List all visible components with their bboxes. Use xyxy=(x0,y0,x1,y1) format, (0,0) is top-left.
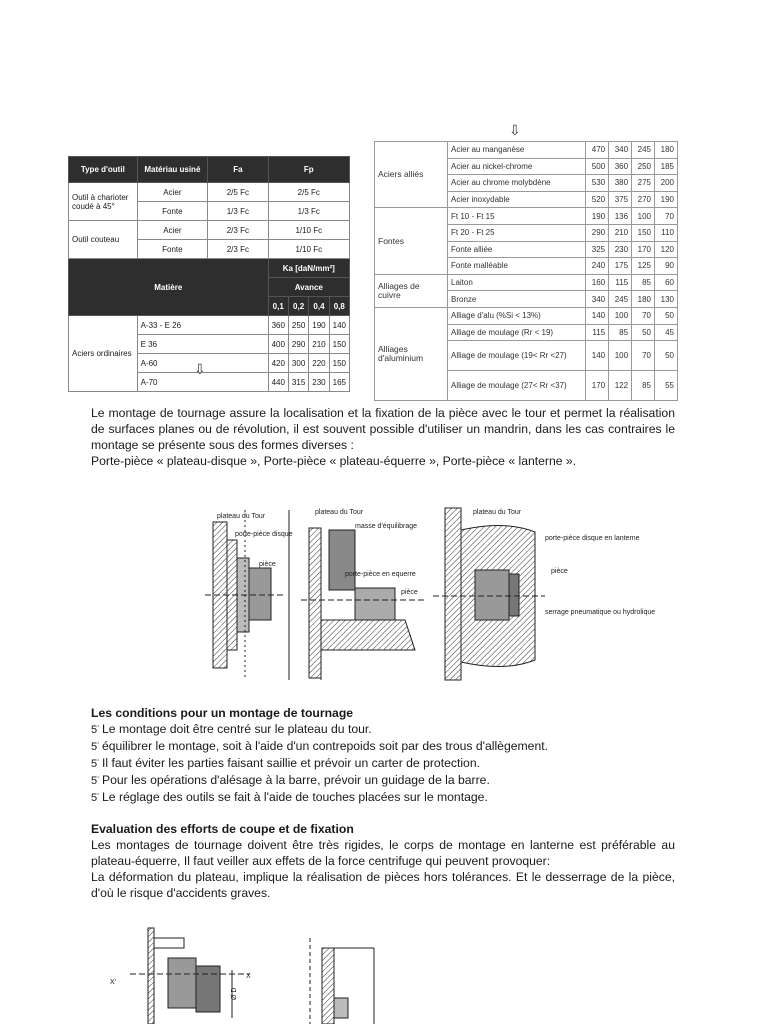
ka-material: A-33 - E 26 xyxy=(137,316,268,335)
ka-value: 100 xyxy=(609,341,632,371)
group-name: Fontes xyxy=(375,208,448,274)
group-name: Alliages d'aluminium xyxy=(375,307,448,400)
ka-value: 70 xyxy=(632,307,655,324)
ka-value: 115 xyxy=(609,274,632,291)
tool-name: Outil couteau xyxy=(69,221,138,259)
ka-value: 270 xyxy=(632,191,655,208)
ka-value: 100 xyxy=(609,307,632,324)
ka-value: 110 xyxy=(655,224,678,241)
ka-value: 165 xyxy=(329,373,349,392)
evaluation-paragraph-1: Les montages de tournage doivent être très rigides, le corps de montage en lanterne est préférable au plateau-équerre, Il faut veiller aux effets de la force centrifuge qui peuvent provoquer: xyxy=(91,838,675,868)
ka-value: 170 xyxy=(632,241,655,258)
ka-value: 150 xyxy=(329,335,349,354)
ka-value: 190 xyxy=(655,191,678,208)
ka-value: 115 xyxy=(586,324,609,341)
fp-value: 2/5 Fc xyxy=(268,183,349,202)
bullet-icon: 5̈ xyxy=(91,775,98,787)
ka-value: 180 xyxy=(632,291,655,308)
ka-value: 140 xyxy=(586,307,609,324)
ka-value: 210 xyxy=(309,335,329,354)
avance-value: 0,4 xyxy=(309,297,329,316)
col-fa: Fa xyxy=(208,157,268,183)
fa-value: 2/3 Fc xyxy=(208,221,268,240)
down-arrow-icon: ⇩ xyxy=(194,362,206,378)
ka-value: 140 xyxy=(329,316,349,335)
bullet-icon: 5̈ xyxy=(91,724,98,736)
ka-value: 360 xyxy=(268,316,288,335)
fixture-types-figure xyxy=(205,500,656,690)
ka-value: 290 xyxy=(288,335,308,354)
ka-value: 50 xyxy=(632,324,655,341)
fixture-drawing-right xyxy=(310,938,374,1024)
matiere-label: Matière xyxy=(69,278,269,297)
ka-value: 375 xyxy=(609,191,632,208)
ka-material: A-70 xyxy=(137,373,268,392)
ka-value: 200 xyxy=(655,175,678,192)
plateau-equerre-drawing xyxy=(301,528,425,680)
material-name: Ft 10 - Ft 15 xyxy=(448,208,586,225)
label-masse-equilibrage: masse d'équilibrage xyxy=(355,523,418,530)
ka-value: 85 xyxy=(632,371,655,401)
material-name: Bronze xyxy=(448,291,586,308)
ka-value: 315 xyxy=(288,373,308,392)
avance-value: 0,8 xyxy=(329,297,349,316)
material: Acier xyxy=(137,183,208,202)
axis-label-x-prime: X' xyxy=(110,979,117,986)
fp-value: 1/3 Fc xyxy=(268,202,349,221)
fa-value: 1/3 Fc xyxy=(208,202,268,221)
label-plateau-tour-3: plateau du Tour xyxy=(473,509,522,516)
fixture-types-line: Porte-pièce « plateau-disque », Porte-pièce « plateau-équerre », Porte-pièce « lanterne ». xyxy=(91,454,577,468)
down-arrow-icon: ⇩ xyxy=(509,123,521,139)
material-name: Alliage d'alu (%Si < 13%) xyxy=(448,307,586,324)
material-name: Acier inoxydable xyxy=(448,191,586,208)
ka-value: 380 xyxy=(609,175,632,192)
col-tool-type: Type d'outil xyxy=(69,157,138,183)
intro-section xyxy=(91,405,675,469)
ka-value: 340 xyxy=(586,291,609,308)
label-porte-piece-lanterne: porte-pièce disque en lanterne xyxy=(545,535,640,542)
evaluation-heading: Evaluation des efforts de coupe et de fixation xyxy=(91,822,354,836)
material: Acier xyxy=(137,221,208,240)
ka-value: 245 xyxy=(632,142,655,159)
label-piece-2: pièce xyxy=(401,589,418,596)
group-name: Alliages de cuivre xyxy=(375,274,448,307)
deformation-figure xyxy=(110,918,400,1024)
material-name: Fonte malléable xyxy=(448,258,586,275)
axis-label-x: X xyxy=(246,973,251,980)
condition-item: 5̈ Le réglage des outils se fait à l'aide de touches placées sur le montage. xyxy=(91,790,488,804)
ka-material: E 36 xyxy=(137,335,268,354)
ka-value: 160 xyxy=(586,274,609,291)
material-name: Fonte alliée xyxy=(448,241,586,258)
intro-paragraph: Le montage de tournage assure la localisation et la fixation de la pièce avec le tour et permet la réalisation de surfaces planes ou de révolution, il est souvent possible d'utiliser un mandrin, dans les cas contraires le montage se présente sous des formes diverses : xyxy=(91,406,675,452)
avance-value: 0,2 xyxy=(288,297,308,316)
label-plateau-tour-2: plateau du Tour xyxy=(315,509,364,516)
ka-value: 300 xyxy=(288,354,308,373)
condition-item: 5̈ Pour les opérations d'alésage à la barre, prévoir un guidage de la barre. xyxy=(91,773,490,787)
material-name: Alliage de moulage (27< Rr <37) xyxy=(448,371,586,401)
material-name: Acier au chrome molybdène xyxy=(448,175,586,192)
ka-material-table xyxy=(374,141,678,401)
cutting-force-table xyxy=(68,156,350,392)
label-porte-piece-equerre: porte-pièce en equerre xyxy=(345,571,416,578)
ka-value: 50 xyxy=(655,341,678,371)
ka-value: 140 xyxy=(586,341,609,371)
material: Fonte xyxy=(137,202,208,221)
ka-value: 170 xyxy=(586,371,609,401)
bullet-icon: 5̈ xyxy=(91,741,98,753)
bullet-icon: 5̈ xyxy=(91,758,98,770)
ka-value: 55 xyxy=(655,371,678,401)
ka-value: 530 xyxy=(586,175,609,192)
ka-value: 290 xyxy=(586,224,609,241)
ka-value: 520 xyxy=(586,191,609,208)
material-name: Acier au nickel-chrome xyxy=(448,158,586,175)
evaluation-paragraph-2: La déformation du plateau, implique la réalisation de pièces hors tolérances. Et le desserrage de la pièce, d'où le risque d'accidents graves. xyxy=(91,870,675,900)
fa-value: 2/3 Fc xyxy=(208,240,268,259)
ka-value: 440 xyxy=(268,373,288,392)
ka-value: 420 xyxy=(268,354,288,373)
ka-value: 250 xyxy=(632,158,655,175)
ka-value: 275 xyxy=(632,175,655,192)
col-fp: Fp xyxy=(268,157,349,183)
material-name: Laiton xyxy=(448,274,586,291)
ka-value: 360 xyxy=(609,158,632,175)
ka-value: 245 xyxy=(609,291,632,308)
label-piece-3: pièce xyxy=(551,568,568,575)
avance-label: Avance xyxy=(268,278,349,297)
avance-value: 0,1 xyxy=(268,297,288,316)
ka-value: 70 xyxy=(655,208,678,225)
ka-value: 400 xyxy=(268,335,288,354)
conditions-section xyxy=(91,705,675,806)
ka-value: 120 xyxy=(655,241,678,258)
ka-value: 500 xyxy=(586,158,609,175)
ka-value: 175 xyxy=(609,258,632,275)
material-name: Alliage de moulage (19< Rr <27) xyxy=(448,341,586,371)
ka-value: 122 xyxy=(609,371,632,401)
ka-value: 180 xyxy=(655,142,678,159)
condition-item: 5̈ Il faut éviter les parties faisant saillie et prévoir un carter de protection. xyxy=(91,756,480,770)
ka-value: 470 xyxy=(586,142,609,159)
ka-value: 190 xyxy=(586,208,609,225)
material-name: Ft 20 - Ft 25 xyxy=(448,224,586,241)
condition-item: 5̈ équilibrer le montage, soit à l'aide d'un contrepoids soit par des trous d'allègement. xyxy=(91,739,548,753)
ka-value: 240 xyxy=(586,258,609,275)
ka-value: 325 xyxy=(586,241,609,258)
ka-value: 136 xyxy=(609,208,632,225)
ka-value: 50 xyxy=(655,307,678,324)
ka-value: 100 xyxy=(632,208,655,225)
ka-value: 130 xyxy=(655,291,678,308)
ka-value: 210 xyxy=(609,224,632,241)
tool-name: Outil à charioter coudé à 45° xyxy=(69,183,138,221)
ka-value: 150 xyxy=(632,224,655,241)
evaluation-section xyxy=(91,821,675,901)
ka-value: 220 xyxy=(309,354,329,373)
col-material: Matériau usiné xyxy=(137,157,208,183)
ka-value: 185 xyxy=(655,158,678,175)
lanterne-drawing xyxy=(433,508,545,680)
ka-value: 70 xyxy=(632,341,655,371)
ka-value: 45 xyxy=(655,324,678,341)
ka-value: 230 xyxy=(309,373,329,392)
ka-value: 150 xyxy=(329,354,349,373)
bullet-icon: 5̈ xyxy=(91,792,98,804)
dimension-label: Ø D xyxy=(231,987,238,1000)
label-plateau-tour: plateau du Tour xyxy=(217,513,266,520)
ka-value: 90 xyxy=(655,258,678,275)
conditions-heading: Les conditions pour un montage de tournage xyxy=(91,706,354,720)
material-name: Alliage de moulage (Rr < 19) xyxy=(448,324,586,341)
fp-value: 1/10 Fc xyxy=(268,240,349,259)
label-serrage: serrage pneumatique ou hydrolique xyxy=(545,609,656,616)
material-name: Acier au manganèse xyxy=(448,142,586,159)
label-porte-piece-disque: porte-pièce disque xyxy=(235,531,293,538)
fixture-drawing-left xyxy=(130,928,250,1024)
label-piece: pièce xyxy=(259,561,276,568)
ka-value: 190 xyxy=(309,316,329,335)
fp-value: 1/10 Fc xyxy=(268,221,349,240)
ka-value: 85 xyxy=(632,274,655,291)
fa-value: 2/5 Fc xyxy=(208,183,268,202)
ka-value: 125 xyxy=(632,258,655,275)
ka-header: Ka [daN/mm²] xyxy=(268,259,349,278)
ka-value: 60 xyxy=(655,274,678,291)
ka-group: Aciers ordinaires xyxy=(69,316,138,392)
condition-item: 5̈ Le montage doit être centré sur le plateau du tour. xyxy=(91,722,372,736)
group-name: Aciers alliés xyxy=(375,142,448,208)
ka-value: 85 xyxy=(609,324,632,341)
material: Fonte xyxy=(137,240,208,259)
ka-value: 230 xyxy=(609,241,632,258)
ka-value: 250 xyxy=(288,316,308,335)
ka-value: 340 xyxy=(609,142,632,159)
ka-material: A-60 xyxy=(137,354,268,373)
